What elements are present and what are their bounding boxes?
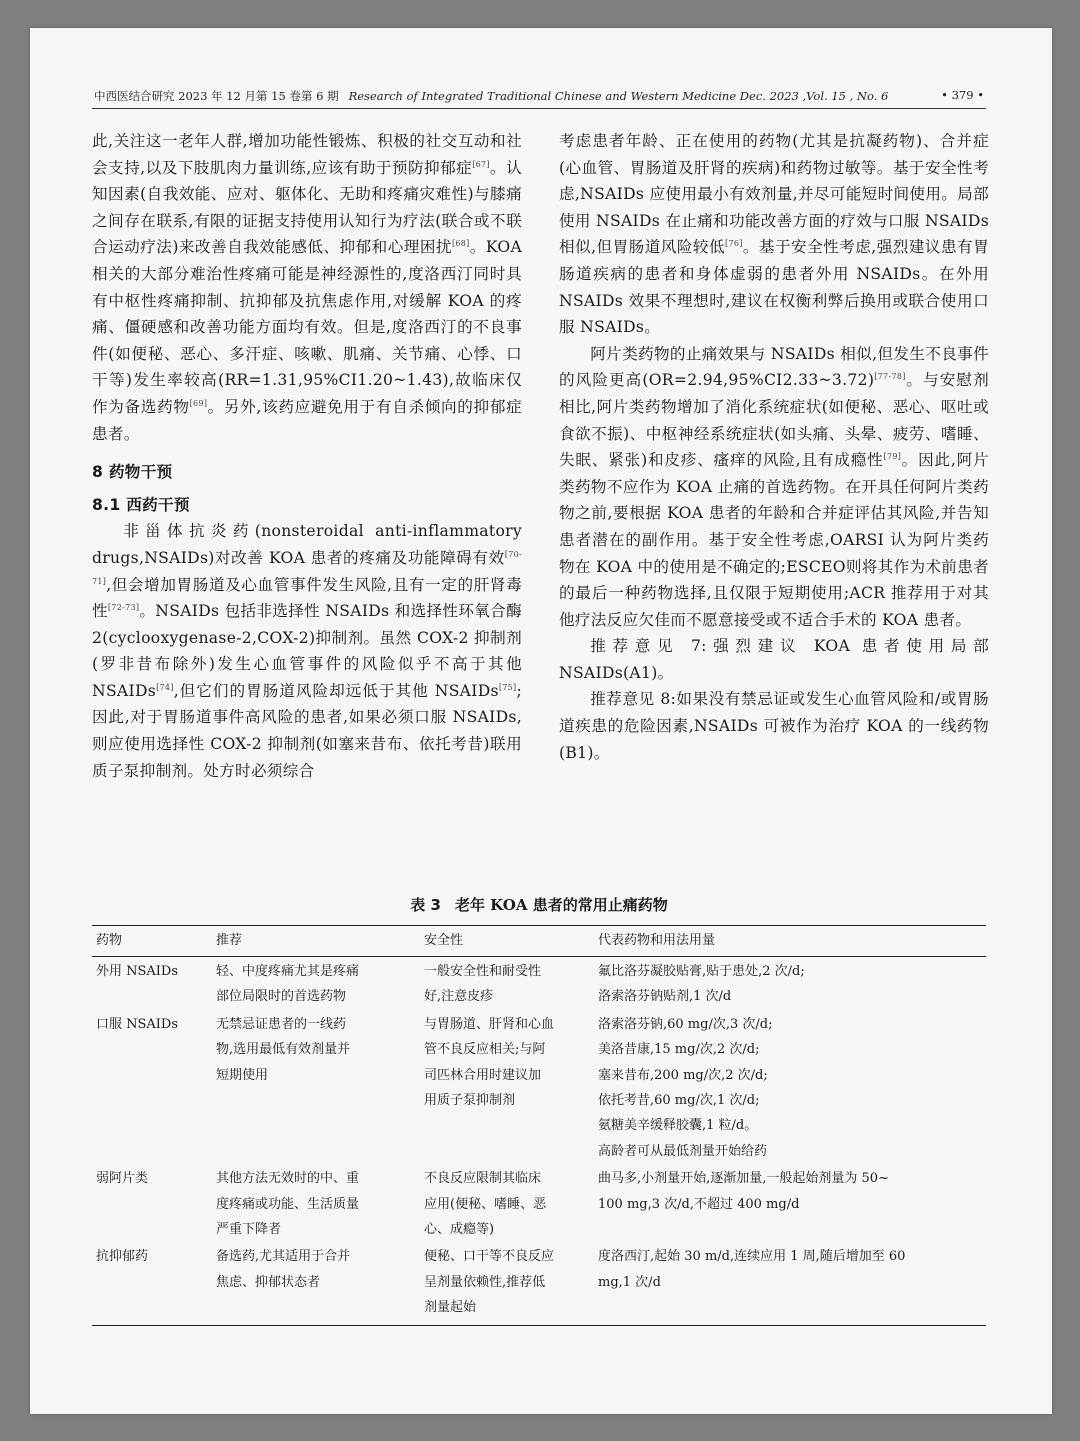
journal-page xyxy=(30,28,1052,1414)
right-column xyxy=(559,128,989,766)
table-header-row xyxy=(92,926,986,957)
col-header-dosage: 代表药物和用法用量 xyxy=(594,926,986,957)
citation[interactable]: [67] xyxy=(472,159,490,169)
citation[interactable]: [70-71] xyxy=(92,549,522,586)
cell-drug: 口服 NSAIDs xyxy=(96,1016,179,1032)
table-label: 表 3 xyxy=(410,896,441,914)
recommendation-8: 推荐意见 8:如果没有禁忌证或发生心血管风险和/或胃肠道疾患的危险因素,NSAIDs 可被作为治疗 KOA 的一线药物(B1)。 xyxy=(559,690,989,762)
cell-safety: 不良反应限制其临床 应用(便秘、嗜睡、恶 心、成瘾等) xyxy=(424,1171,547,1238)
col-header-recommendation: 推荐 xyxy=(212,926,420,957)
cell-recommendation: 无禁忌证患者的一线药 物,选用最低有效剂量并 短期使用 xyxy=(216,1016,351,1083)
cell-safety: 与胃肠道、肝肾和心血 管不良反应相关;与阿 司匹林合用时建议加 用质子泵抑制剂 xyxy=(424,1016,555,1109)
table-row xyxy=(92,1010,986,1164)
running-header xyxy=(94,88,984,104)
paragraph: 考虑患者年龄、正在使用的药物(尤其是抗凝药物)、合并症(心血管、胃肠道及肝肾的疾病)和药物过敏等。基于安全性考虑,NSAIDs 应使用最小有效剂量,并尽可能短时间使用。局部使用 NSAIDs 在止痛和功能改善方面的疗效与口服 NSAIDs 相似,但胃肠道风险较低[76]。基于安全性考虑,强烈建议患有胃肠道疾病的患者和身体虚弱的患者外用 NSAIDs。在外用 NSAIDs 效果不理想时,建议在权衡利弊后换用或联合使用口服 NSAIDs。 xyxy=(559,132,989,337)
citation[interactable]: [68] xyxy=(451,239,470,249)
citation[interactable]: [69] xyxy=(189,398,208,408)
header-rule xyxy=(92,108,986,109)
citation[interactable]: [72-73] xyxy=(107,602,140,612)
cell-dosage: 曲马多,小剂量开始,逐渐加量,一般起始剂量为 50~ 100 mg,3 次/d,不超过 400 mg/d xyxy=(598,1171,889,1212)
cell-recommendation: 轻、中度疼痛尤其是疼痛 部位局限时的首选药物 xyxy=(216,964,360,1005)
cell-recommendation: 备选药,尤其适用于合并 焦虑、抑郁状态者 xyxy=(212,1242,420,1325)
citation[interactable]: [76] xyxy=(725,239,743,249)
cell-dosage: 氟比洛芬凝胶贴膏,贴于患处,2 次/d; 洛索洛芬钠贴剂,1 次/d xyxy=(598,964,805,1005)
cell-drug: 抗抑郁药 xyxy=(92,1242,212,1325)
table-title: 老年 KOA 患者的常用止痛药物 xyxy=(454,896,668,914)
cell-safety: 一般安全性和耐受性 好,注意皮疹 xyxy=(424,964,542,1005)
header-journal-cn: 中西医结合研究 2023 年 12 月第 15 卷第 6 期 xyxy=(94,89,339,103)
citation[interactable]: [79] xyxy=(883,451,902,461)
paragraph: 阿片类药物的止痛效果与 NSAIDs 相似,但发生不良事件的风险更高(OR=2.94,95%CI2.33~3.72)[77-78]。与安慰剂相比,阿片类药物增加了消化系统症状(如便秘、恶心、呕吐或食欲不振)、中枢神经系统症状(如头痛、头晕、疲劳、嗜睡、失眠、紧张)和皮疹、瘙痒的风险,且有成瘾性[79]。因此,阿片类药物不应作为 KOA 止痛的首选药物。在开具任何阿片类药物之前,要根据 KOA 患者的年龄和合并症评估其风险,并告知患者潜在的副作用。基于安全性考虑,OARSI 认为阿片类药物在 KOA 中的使用是不确定的;ESCEO则将其作为术前患者的最后一种药物选择,且仅限于短期使用;ACR 推荐用于对其他疗法反应欠佳而不愿意接受或不适合手术的 KOA 患者。 xyxy=(559,344,989,629)
section-heading: 8 药物干预 xyxy=(92,463,173,482)
table-row xyxy=(92,1242,986,1325)
citation[interactable]: [75] xyxy=(498,682,517,692)
col-header-drug: 药物 xyxy=(92,926,212,957)
analgesic-table xyxy=(92,925,986,1326)
citation[interactable]: [77-78] xyxy=(874,372,906,382)
cell-drug: 弱阿片类 xyxy=(96,1171,149,1187)
paragraph: 此,关注这一老年人群,增加功能性锻炼、积极的社交互动和社会支持,以及下肢肌肉力量训练,应该有助于预防抑郁症[67]。认知因素(自我效能、应对、躯体化、无助和疼痛灾难性)与膝痛之间存在联系,有限的证据支持使用认知行为疗法(联合或不联合运动疗法)来改善自我效能感低、抑郁和心理困扰[68]。KOA 相关的大部分难治性疼痛可能是神经源性的,度洛西汀同时具有中枢性疼痛抑制、抗抑郁及抗焦虑作用,对缓解 KOA 的疼痛、僵硬感和改善功能方面均有效。但是,度洛西汀的不良事件(如便秘、恶心、多汗症、咳嗽、肌痛、关节痛、心悸、口干等)发生率较高(RR=1.31,95%CI1.20~1.43),故临床仅作为备选药物[69]。另外,该药应避免用于有自杀倾向的抑郁症患者。 xyxy=(92,132,523,443)
table-row xyxy=(92,957,986,1010)
header-journal-en: Research of Integrated Traditional Chinese and Western Medicine Dec. 2023 ,Vol. 15 , No. 6 xyxy=(348,89,889,103)
recommendation-7: 推荐意见 7:强烈建议 KOA 患者使用局部 NSAIDs(A1)。 xyxy=(559,637,989,682)
paragraph: 非甾体抗炎药(nonsteroidal anti-inflammatory drugs,NSAIDs)对改善 KOA 患者的疼痛及功能障碍有效[70-71],但会增加胃肠道及心血管事件发生风险,且有一定的肝肾毒性[72-73]。NSAIDs 包括非选择性 NSAIDs 和选择性环氧合酶 2(cyclooxygenase-2,COX-2)抑制剂。虽然 COX-2 抑制剂(罗非昔布除外)发生心血管事件的风险似乎不高于其他 NSAIDs[74],但它们的胃肠道风险却远低于其他 NSAIDs[75];因此,对于胃肠道事件高风险的患者,如果必须口服 NSAIDs,则应使用选择性 COX-2 抑制剂(如塞来昔布、依托考昔)联用质子泵抑制剂。处方时必须综合 xyxy=(92,522,522,780)
page-number: • 379 • xyxy=(941,88,984,102)
left-column xyxy=(92,128,522,784)
cell-drug: 外用 NSAIDs xyxy=(96,964,179,979)
table-caption xyxy=(92,894,986,915)
table-row xyxy=(92,1164,986,1242)
citation[interactable]: [74] xyxy=(156,682,174,692)
cell-dosage: 洛索洛芬钠,60 mg/次,3 次/d; 美洛昔康,15 mg/次,2 次/d; 塞来昔布,200 mg/次,2 次/d; 依托考昔,60 mg/次,1 次/d; 氨糖美辛缓释胶囊,1 粒/d。 高龄者可从最低剂量开始给药 xyxy=(598,1016,773,1159)
cell-safety: 便秘、口干等不良反应 呈剂量依赖性,推荐低 剂量起始 xyxy=(420,1242,594,1325)
col-header-safety: 安全性 xyxy=(420,926,594,957)
cell-dosage: 度洛西汀,起始 30 m/d,连续应用 1 周,随后增加至 60 mg,1 次/d xyxy=(594,1242,986,1325)
cell-recommendation: 其他方法无效时的中、重 度疼痛或功能、生活质量 严重下降者 xyxy=(216,1171,360,1238)
subsection-heading: 8.1 西药干预 xyxy=(92,495,190,514)
